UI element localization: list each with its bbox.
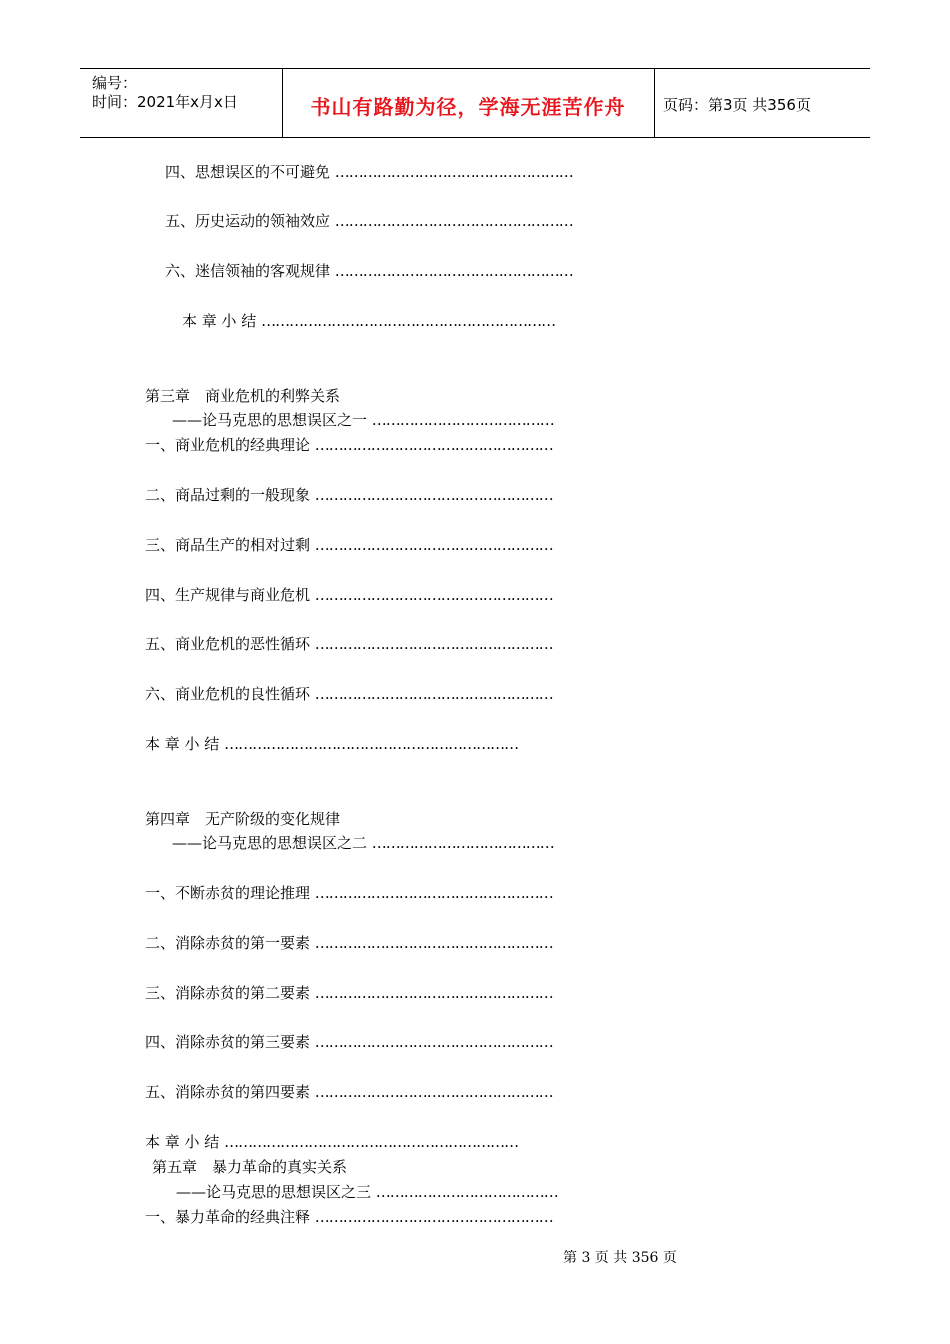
toc-leader-dots: ……………………………………………	[314, 884, 553, 902]
toc-entry-title: 三、消除赤贫的第二要素	[145, 984, 311, 1002]
header-page-cell	[655, 69, 870, 137]
toc-leader-dots: …………………………………	[375, 1183, 558, 1201]
toc-entry-title: 四、思想误区的不可避免	[165, 163, 331, 181]
toc-entry-title: 五、消除赤贫的第四要素	[145, 1083, 311, 1101]
toc-entry-title: 六、迷信领袖的客观规律	[165, 262, 331, 280]
chapter-title: 第四章 无产阶级的变化规律	[145, 810, 341, 828]
toc-leader-dots: …………………………………	[371, 411, 554, 429]
toc-entry[interactable]	[165, 211, 573, 231]
toc-entry-title: 二、消除赤贫的第一要素	[145, 934, 311, 952]
toc-entry[interactable]	[145, 634, 553, 654]
chapter-heading[interactable]	[145, 809, 340, 829]
toc-leader-dots: ……………………………………………	[314, 1083, 553, 1101]
toc-entry[interactable]	[145, 983, 553, 1003]
toc-leader-dots: ……………………………………………	[334, 262, 573, 280]
toc-entry[interactable]	[145, 535, 553, 555]
toc-leader-dots: ……………………………………………	[314, 586, 553, 604]
toc-entry-title: 本 章 小 结	[145, 735, 220, 753]
toc-entry-summary[interactable]	[145, 734, 518, 754]
toc-leader-dots: ……………………………………………	[314, 1033, 553, 1051]
toc-entry-title: ——论马克思的思想误区之二	[172, 834, 368, 852]
header-motto-cell	[282, 69, 655, 137]
toc-entry[interactable]	[145, 585, 553, 605]
toc-entry[interactable]	[165, 261, 573, 281]
toc-entry-subtitle[interactable]	[172, 833, 554, 853]
toc-entry[interactable]	[145, 1032, 553, 1052]
toc-leader-dots: …………………………………	[371, 834, 554, 852]
toc-entry-title: 五、商业危机的恶性循环	[145, 635, 311, 653]
toc-entry-subtitle[interactable]	[176, 1182, 558, 1202]
toc-entry[interactable]	[145, 684, 553, 704]
time-label: 时间：2021年x月x日	[92, 93, 238, 111]
toc-entry-title: 二、商品过剩的一般现象	[145, 486, 311, 504]
toc-leader-dots: ……………………………………………	[334, 163, 573, 181]
toc-leader-dots: ……………………………………………	[314, 1208, 553, 1226]
toc-leader-dots: ………………………………………………………	[224, 1133, 519, 1151]
toc-entry-title: 四、生产规律与商业危机	[145, 586, 311, 604]
toc-entry[interactable]	[145, 485, 553, 505]
toc-entry[interactable]	[145, 933, 553, 953]
toc-entry-title: 五、历史运动的领袖效应	[165, 212, 331, 230]
motto-text: 书山有路勤为径，学海无涯苦作舟	[310, 95, 626, 119]
toc-leader-dots: ……………………………………………	[314, 436, 553, 454]
toc-entry[interactable]	[145, 1207, 553, 1227]
toc-entry-title: 三、商品生产的相对过剩	[145, 536, 311, 554]
toc-entry[interactable]	[165, 162, 573, 182]
toc-leader-dots: ………………………………………………………	[224, 735, 519, 753]
header-page-info: 页码：第3页 共356页	[663, 96, 811, 114]
toc-entry-summary[interactable]	[182, 311, 555, 331]
toc-entry-title: 本 章 小 结	[145, 1133, 220, 1151]
toc-entry-title: 一、暴力革命的经典注释	[145, 1208, 311, 1226]
chapter-title: 第三章 商业危机的利弊关系	[145, 387, 341, 405]
toc-entry[interactable]	[145, 883, 553, 903]
toc-entry[interactable]	[145, 435, 553, 455]
toc-leader-dots: ……………………………………………	[314, 685, 553, 703]
chapter-heading[interactable]	[145, 386, 340, 406]
toc-leader-dots: ……………………………………………	[314, 934, 553, 952]
toc-leader-dots: ……………………………………………	[314, 536, 553, 554]
toc-leader-dots: ……………………………………………	[334, 212, 573, 230]
toc-entry-title: 一、商业危机的经典理论	[145, 436, 311, 454]
toc-entry-title: 六、商业危机的良性循环	[145, 685, 311, 703]
toc-entry-title: ——论马克思的思想误区之三	[176, 1183, 372, 1201]
toc-entry-title: 四、消除赤贫的第三要素	[145, 1033, 311, 1051]
toc-entry-title: ——论马克思的思想误区之一	[172, 411, 368, 429]
toc-entry-title: 本 章 小 结	[182, 312, 257, 330]
toc-entry-subtitle[interactable]	[172, 410, 554, 430]
toc-leader-dots: ………………………………………………………	[261, 312, 556, 330]
page-header	[80, 68, 870, 138]
toc-entry-summary[interactable]	[145, 1132, 518, 1152]
toc-leader-dots: ……………………………………………	[314, 486, 553, 504]
code-label: 编号：	[92, 74, 138, 92]
header-meta-cell	[80, 69, 283, 137]
toc-leader-dots: ……………………………………………	[314, 984, 553, 1002]
toc-leader-dots: ……………………………………………	[314, 635, 553, 653]
toc-entry-title: 一、不断赤贫的理论推理	[145, 884, 311, 902]
toc-entry[interactable]	[145, 1082, 553, 1102]
chapter-heading[interactable]	[152, 1157, 347, 1177]
page-footer: 第 3 页 共 356 页	[563, 1250, 677, 1266]
chapter-title: 第五章 暴力革命的真实关系	[152, 1158, 348, 1176]
